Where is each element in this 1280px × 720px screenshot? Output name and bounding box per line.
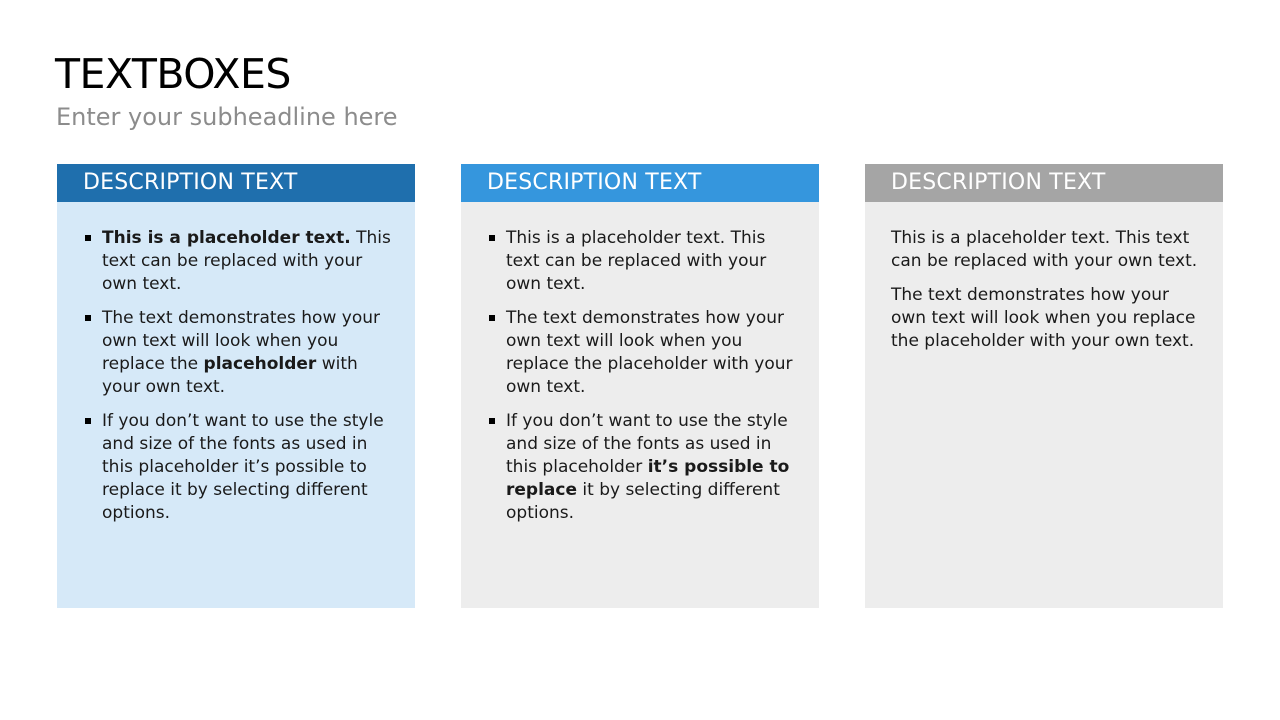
bullet-icon <box>489 315 495 321</box>
list-item <box>489 410 795 525</box>
item-text: with your own text. <box>102 354 358 397</box>
bold-text: placeholder <box>203 354 317 374</box>
bold-text: This is a placeholder text. <box>102 228 351 248</box>
item-text: The text demonstrates how your own text will look when you replace the <box>102 308 380 374</box>
item-text: The text demonstrates how your own text will look when you replace the placeholder with your own text. <box>506 308 793 397</box>
slide-subtitle: Enter your subheadline here <box>56 103 398 131</box>
slide-title: TEXTBOXES <box>55 50 291 98</box>
textbox-1-header: DESCRIPTION TEXT <box>57 164 415 202</box>
textbox-1 <box>57 164 415 608</box>
item-text: If you don’t want to use the style and size of the fonts as used in this placeholder <box>506 411 788 477</box>
list-item <box>489 227 795 296</box>
bullet-list <box>489 227 795 525</box>
list-item <box>85 410 391 525</box>
item-text: This is a placeholder text. This text can be replaced with your own text. <box>506 228 767 294</box>
list-item <box>85 307 391 399</box>
paragraph: This is a placeholder text. This text can be replaced with your own text. <box>891 228 1198 271</box>
item-text: This text can be replaced with your own text. <box>102 228 391 294</box>
bullet-icon <box>489 235 495 241</box>
item-text: If you don’t want to use the style and size of the fonts as used in this placeholder it’s possible to replace it by selecting different options. <box>102 411 384 523</box>
textbox-2-body <box>461 202 819 608</box>
textbox-1-body <box>57 202 415 608</box>
bullet-icon <box>85 235 91 241</box>
textbox-3-body <box>865 202 1223 608</box>
paragraph: The text demonstrates how your own text will look when you replace the placeholder with your own text. <box>891 285 1196 351</box>
textbox-3-header: DESCRIPTION TEXT <box>865 164 1223 202</box>
textbox-2-header: DESCRIPTION TEXT <box>461 164 819 202</box>
bold-text: it’s possible to replace <box>506 457 790 500</box>
textbox-2 <box>461 164 819 608</box>
bullet-icon <box>85 418 91 424</box>
bullet-icon <box>85 315 91 321</box>
list-item <box>85 227 391 296</box>
item-text: it by selecting different options. <box>506 480 780 523</box>
bullet-list <box>85 227 391 525</box>
textbox-3 <box>865 164 1223 608</box>
bullet-icon <box>489 418 495 424</box>
list-item <box>489 307 795 399</box>
